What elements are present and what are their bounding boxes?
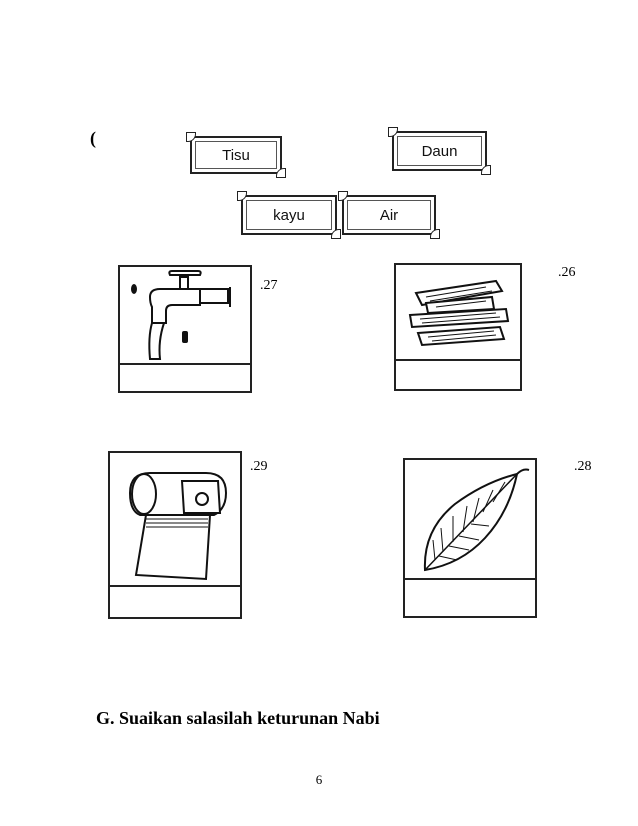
word-card-daun (392, 131, 487, 171)
question-number: .28 (574, 459, 592, 474)
stray-mark: ( (90, 128, 96, 148)
firewood-icon (396, 265, 520, 359)
word-card-kayu (241, 195, 337, 235)
question-number: .29 (250, 459, 268, 474)
picture-box-leaf (403, 458, 537, 618)
water-tap-icon (120, 267, 250, 363)
word-card-air (342, 195, 436, 235)
page-number: 6 (315, 772, 323, 787)
tissue-roll-icon (110, 453, 240, 585)
question-number: .26 (558, 265, 576, 280)
picture-box-firewood (394, 263, 522, 391)
word-card-label: Tisu (222, 146, 250, 164)
word-card-label: Air (379, 206, 399, 224)
leaf-icon (405, 460, 535, 578)
word-card-tisu (190, 136, 282, 174)
word-card-label: Daun (421, 142, 458, 160)
picture-box-tissue-roll (108, 451, 242, 619)
word-card-label: kayu (273, 206, 305, 224)
picture-box-water-tap (118, 265, 252, 393)
question-number: .27 (260, 278, 278, 293)
section-heading: G. Suaikan salasilah keturunan Nabi (96, 708, 380, 728)
